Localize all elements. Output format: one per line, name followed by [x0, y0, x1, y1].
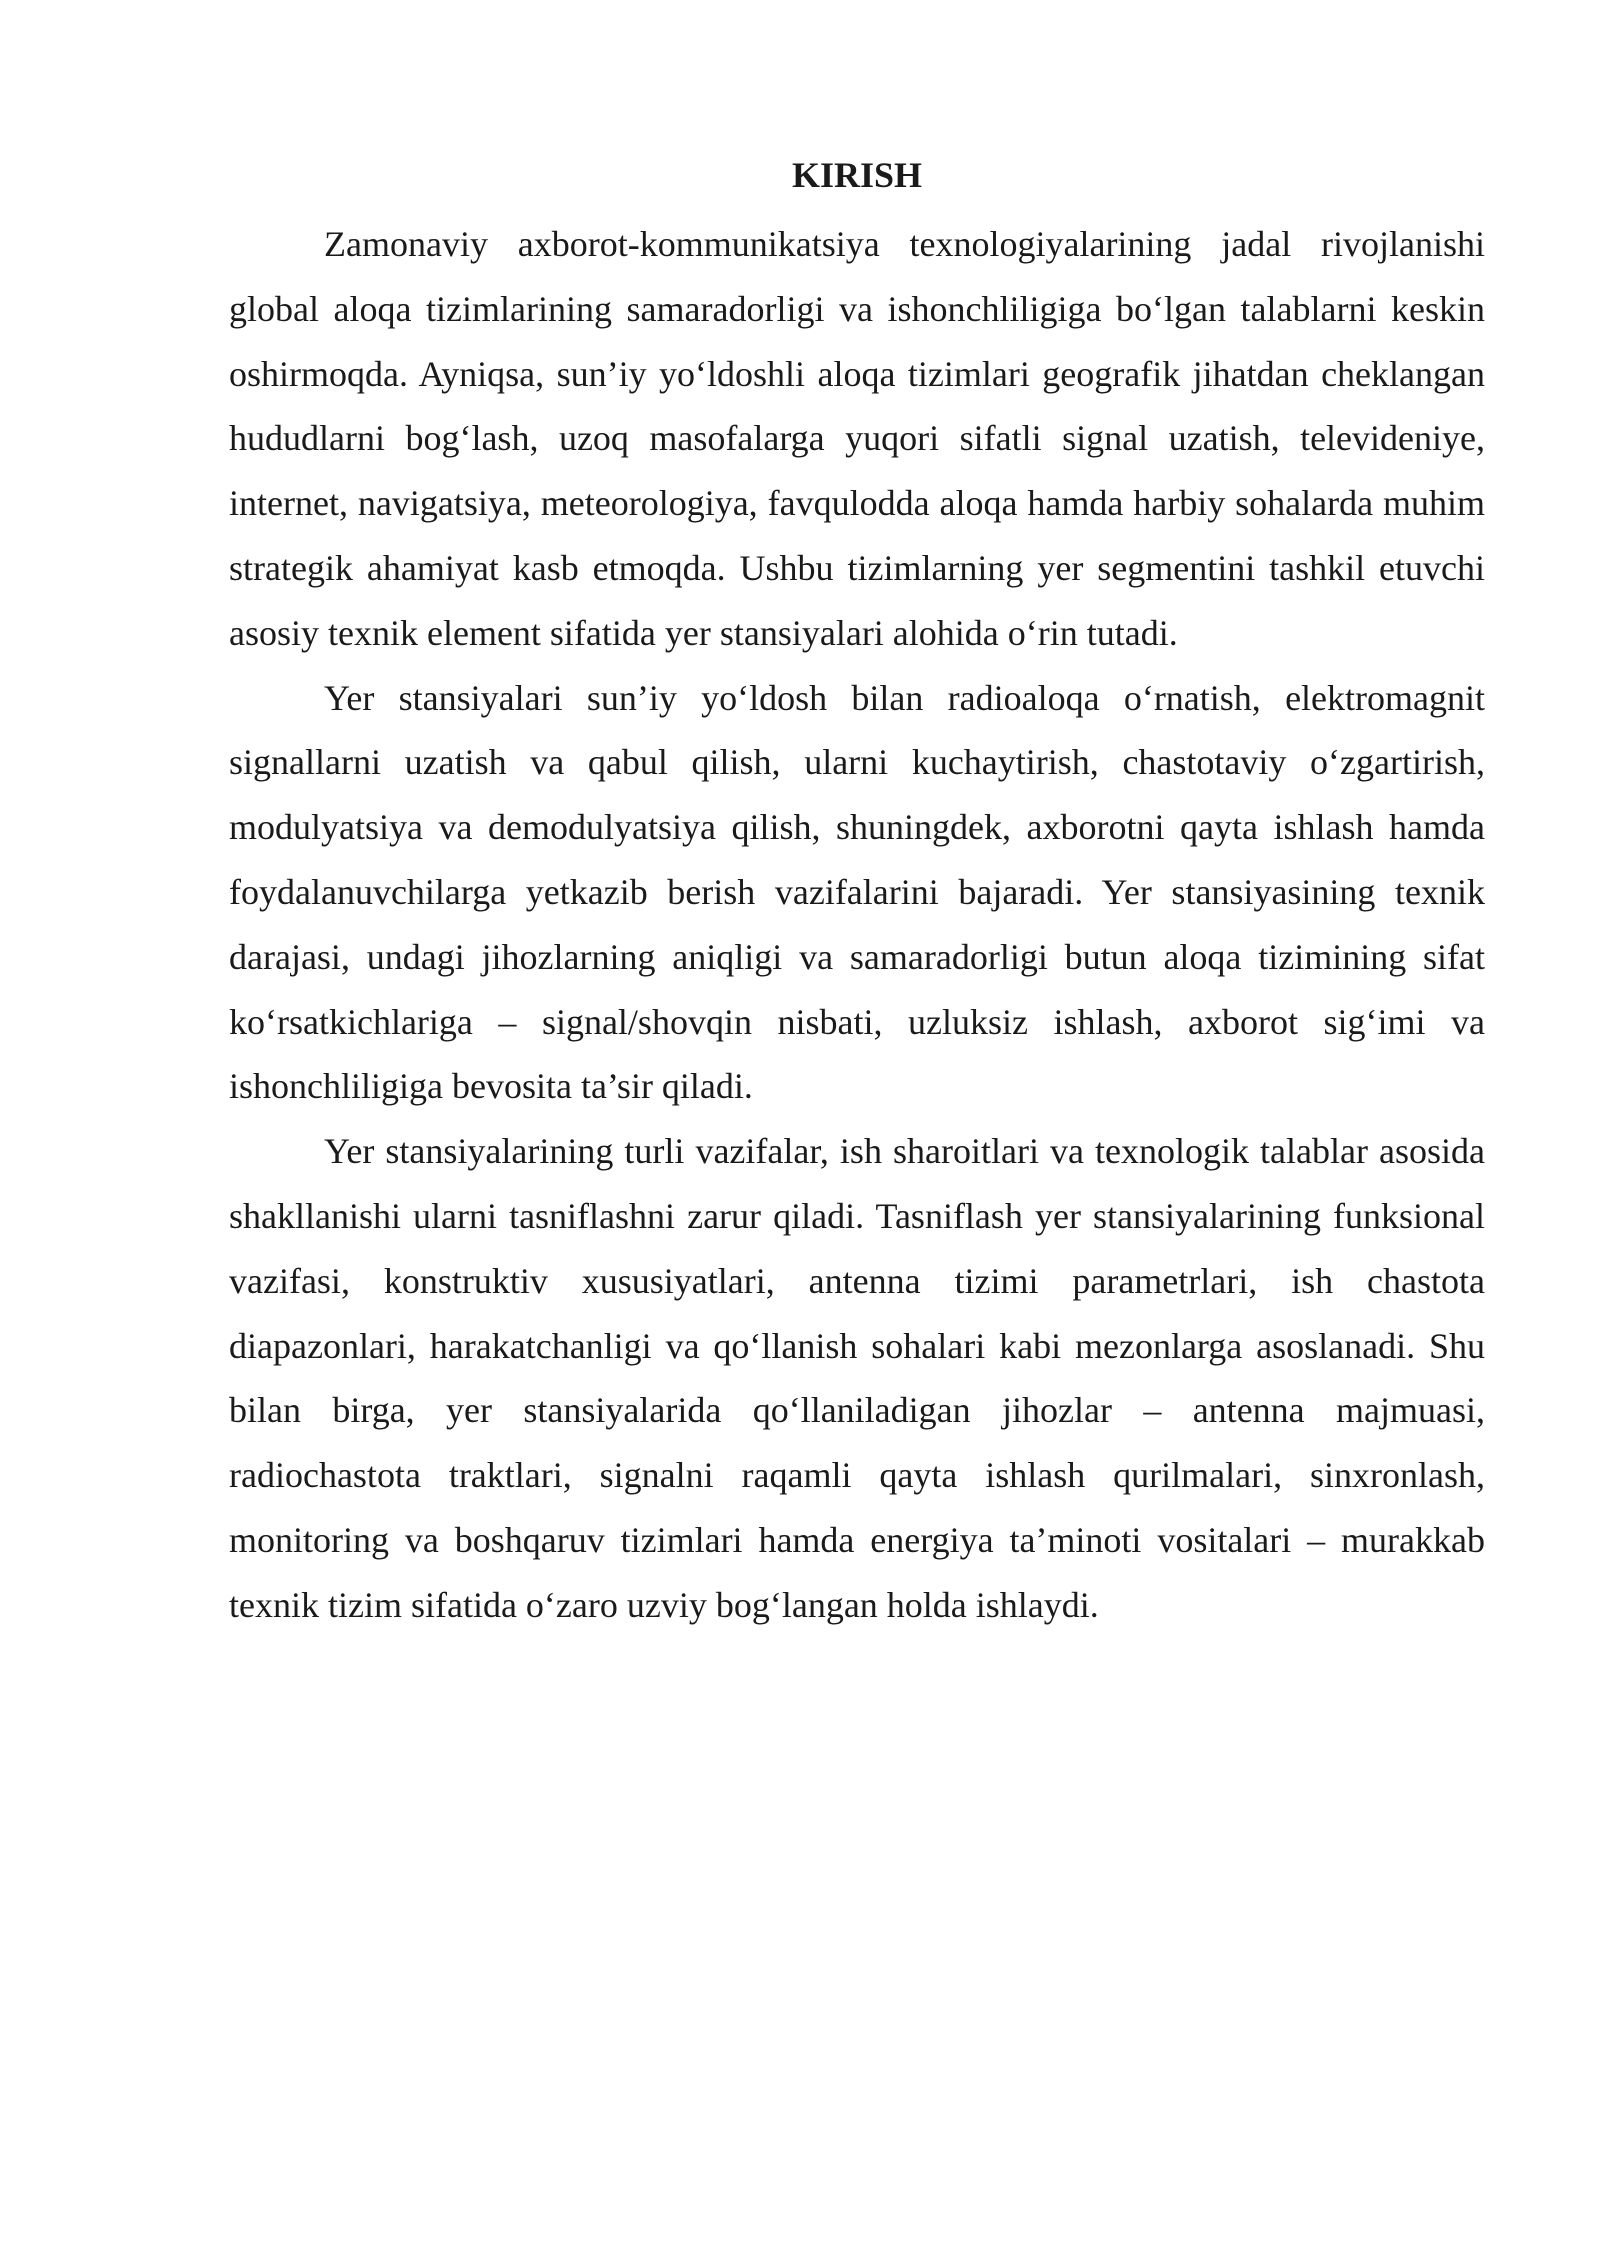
paragraph-1: Zamonaviy axborot-kommunikatsiya texnologiyalarining jadal rivojlanishi global aloqa tizimlarining samaradorligi va ishonchliligiga bo‘lgan talablarni keskin oshirmoqda. Ayniqsa, sun’iy yo‘ldoshli aloqa tizimlari geografik jihatdan cheklangan hududlarni bog‘lash, uzoq masofalarga yuqori sifatli signal uzatish, televideniye, internet, navigatsiya, meteorologiya, favqulodda aloqa hamda harbiy sohalarda muhim strategik ahamiyat kasb etmoqda. Ushbu tizimlarning yer segmentini tashkil etuvchi asosiy texnik element sifatida yer stansiyalari alohida o‘rin tutadi. — [229, 224, 1485, 653]
page-content — [229, 148, 1485, 1638]
paragraph-2: Yer stansiyalari sun’iy yo‘ldosh bilan radioaloqa o‘rnatish, elektromagnit signallarni uzatish va qabul qilish, ularni kuchaytirish, chastotaviy o‘zgartirish, modulyatsiya va demodulyatsiya qilish, shuningdek, axborotni qayta ishlash hamda foydalanuvchilarga yetkazib berish vazifalarini bajaradi. Yer stansiyasining texnik darajasi, undagi jihozlarning aniqligi va samaradorligi butun aloqa tizimining sifat ko‘rsatkichlariga – signal/shovqin nisbati, uzluksiz ishlash, axborot sig‘imi va ishonchliligiga bevosita ta’sir qiladi. — [229, 677, 1485, 1107]
paragraph-3: Yer stansiyalarining turli vazifalar, ish sharoitlari va texnologik talablar asosida shakllanishi ularni tasniflashni zarur qiladi. Tasniflash yer stansiyalarining funksional vazifasi, konstruktiv xususiyatlari, antenna tizimi parametrlari, ish chastota diapazonlari, harakatchanligi va qo‘llanish sohalari kabi mezonlarga asoslanadi. Shu bilan birga, yer stansiyalarida qo‘llaniladigan jihozlar – antenna majmuasi, radiochastota traktlari, signalni raqamli qayta ishlash qurilmalari, sinxronlash, monitoring va boshqaruv tizimlari hamda energiya ta’minoti vositalari – murakkab texnik tizim sifatida o‘zaro uzviy bog‘langan holda ishlaydi. — [229, 1131, 1485, 1625]
page-title: KIRISH — [791, 155, 923, 195]
